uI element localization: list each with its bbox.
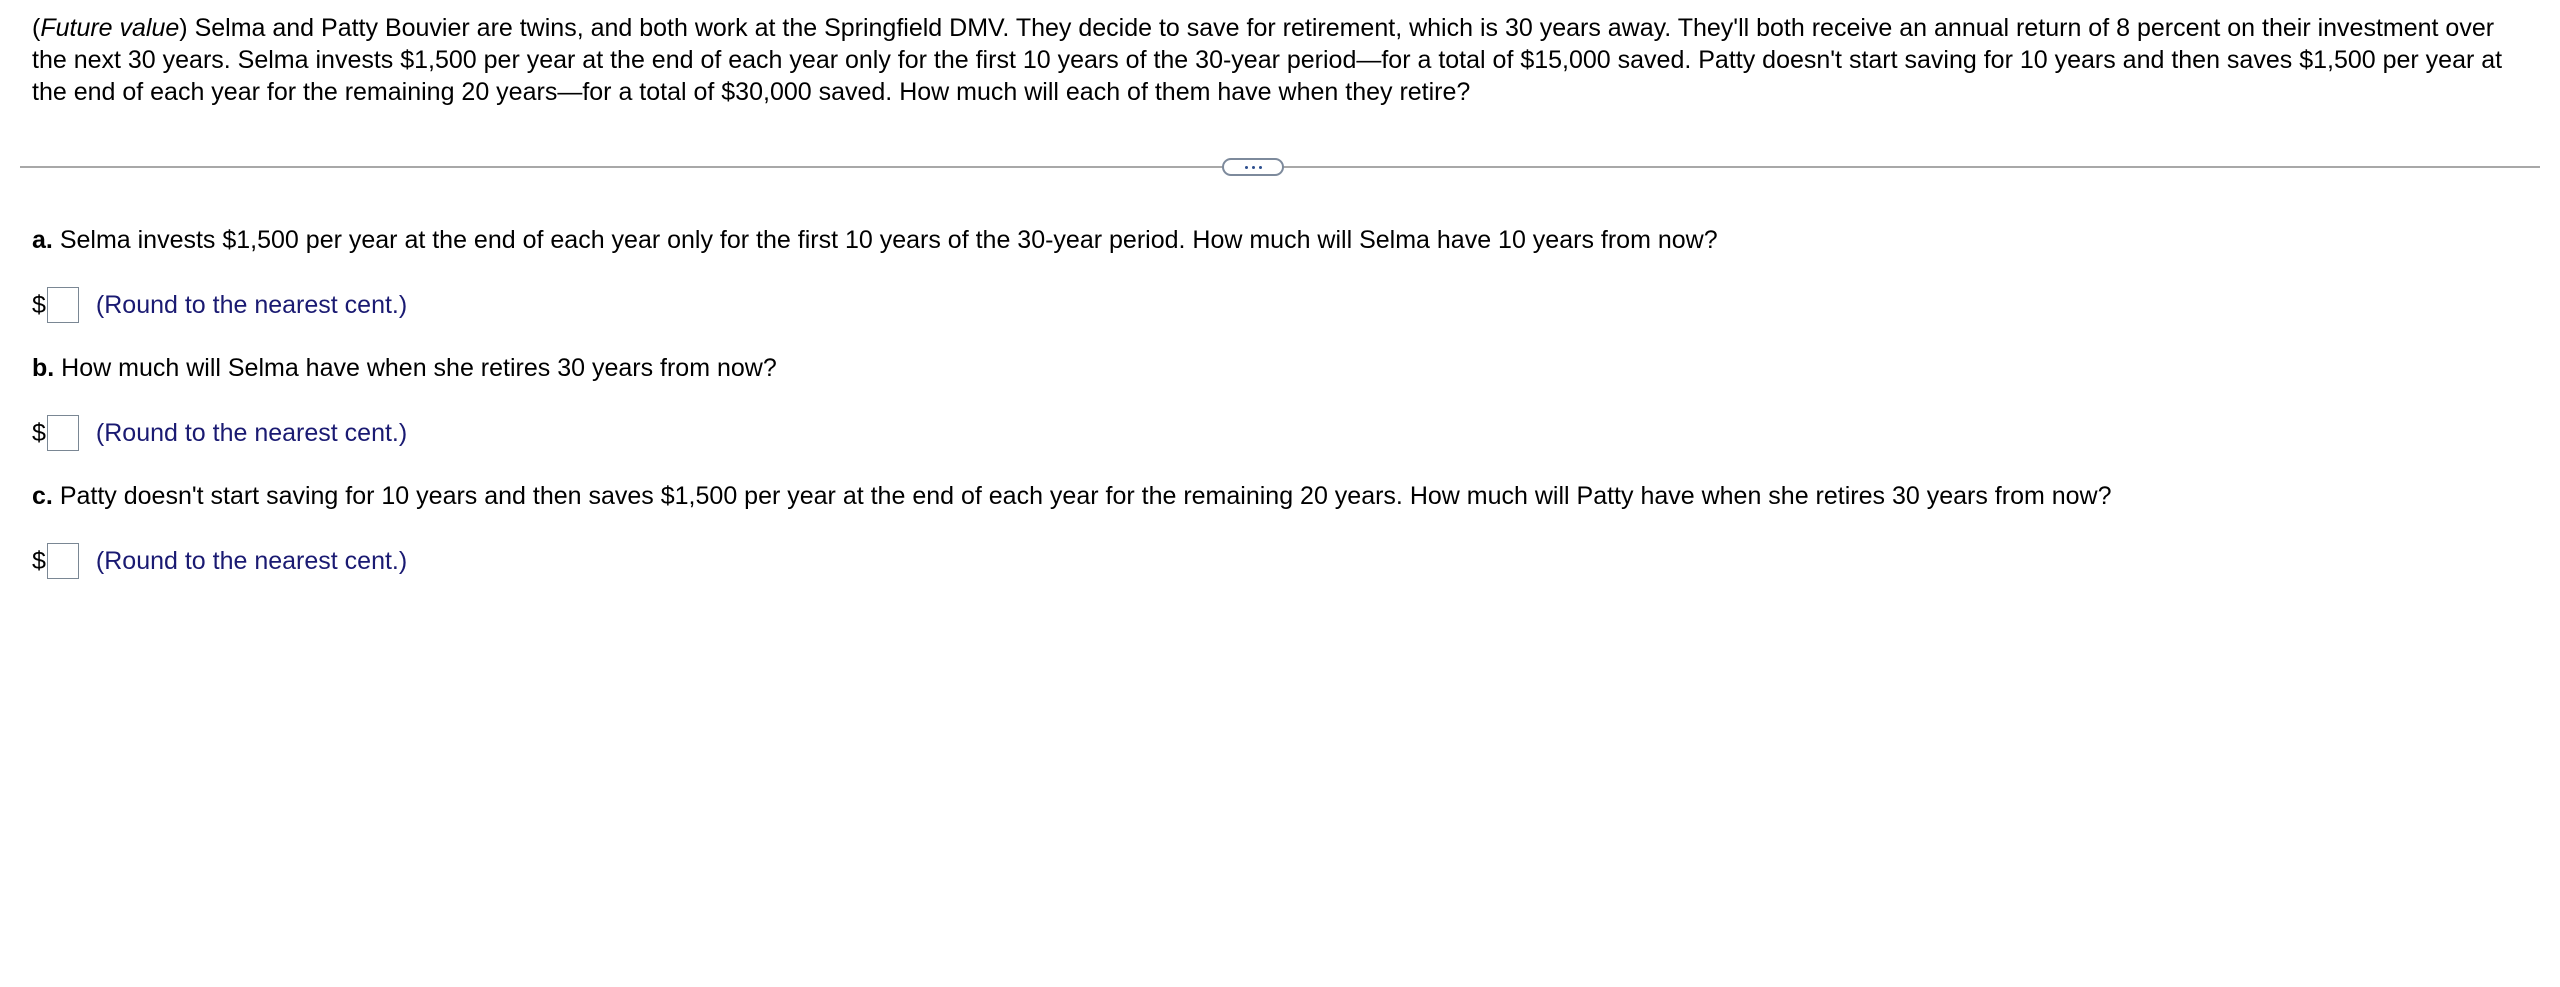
question-b xyxy=(32,353,777,383)
question-a xyxy=(32,225,1718,255)
question-a-text: Selma invests $1,500 per year at the end of each year only for the first 10 years of the 30-year period. How much will Selma have 10 years from now? xyxy=(59,226,1718,254)
part-letter-c: c. xyxy=(32,482,53,510)
expand-button[interactable] xyxy=(1222,158,1284,176)
currency-symbol: $ xyxy=(32,290,46,319)
currency-symbol: $ xyxy=(32,418,46,447)
part-letter-b: b. xyxy=(32,354,55,382)
problem-text: ) Selma and Patty Bouvier are twins, and both work at the Springfield DMV. They decide to save for retirement, which is 30 years away. They'll both receive an annual return of 8 percent on their investment over the next 30 years. Selma invests $1,500 per year at the end of each year only for the first 10 years of the 30-year period—for a total of $15,000 saved. Patty doesn't start saving for 10 years and then saves $1,500 per year at the end of each year for the remaining 20 years—for a total of $30,000 saved. How much will each of them have when they retire? xyxy=(32,14,2503,106)
ellipsis-icon xyxy=(1245,166,1262,169)
answer-input-a[interactable] xyxy=(47,287,79,323)
question-c-text: Patty doesn't start saving for 10 years and then saves $1,500 per year at the end of each year for the remaining 20 years. How much will Patty have when she retires 30 years from now? xyxy=(59,482,2112,510)
currency-symbol: $ xyxy=(32,546,46,575)
answer-row-b xyxy=(32,413,407,453)
question-c xyxy=(32,481,2112,511)
question-b-text: How much will Selma have when she retires 30 years from now? xyxy=(61,354,777,382)
answer-row-c xyxy=(32,541,407,581)
problem-topic: Future value xyxy=(40,14,180,42)
answer-input-c[interactable] xyxy=(47,543,79,579)
part-letter-a: a. xyxy=(32,226,53,254)
rounding-hint-a: (Round to the nearest cent.) xyxy=(95,290,408,319)
rounding-hint-b: (Round to the nearest cent.) xyxy=(95,418,408,447)
answer-input-b[interactable] xyxy=(47,415,79,451)
open-paren: ( xyxy=(32,14,41,42)
rounding-hint-c: (Round to the nearest cent.) xyxy=(95,546,408,575)
problem-statement xyxy=(32,12,2512,108)
answer-row-a xyxy=(32,285,407,325)
